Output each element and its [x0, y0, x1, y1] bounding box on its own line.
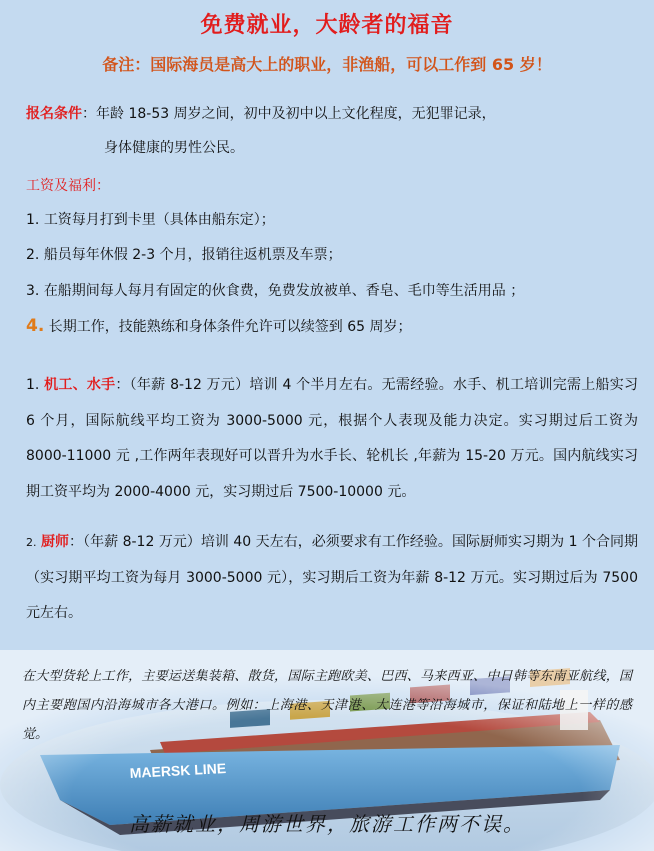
mechanic-text: ：（年薪 8-12 万元）培训 4 个半月左右。无需经验。水手、机工培训完需上船实习 6 个月，国际航线平均工资为 3000-5000 元，根据个人表现及能力决定。实习期过后工资为 8000-11000 元 ,工作两年表现好可以晋升为水手长、轮机长 ,年薪为 15-20 万元。国内航线实习期工资平均为 2000-4000 元，实习期过后 7500-10000 元。 [26, 377, 639, 500]
benefit-num: 3. [26, 283, 40, 299]
mechanic-num: 1. [26, 377, 40, 393]
benefit-text: 长期工作，技能熟练和身体条件允许可以续签到 65 周岁； [48, 319, 412, 335]
requirements-line1: ：年龄 18-53 周岁之间，初中及初中以上文化程度，无犯罪记录， [82, 106, 496, 122]
benefit-item [26, 245, 638, 265]
cook-num: 2. [26, 536, 37, 549]
page-title: 免费就业，大龄者的福音 [200, 13, 454, 38]
requirements-line2: 身体健康的男性公民。 [104, 140, 244, 156]
requirements-label: 报名条件 [26, 106, 82, 122]
benefit-num: 2. [26, 247, 40, 263]
requirements-section [26, 104, 638, 158]
benefit-text: 船员每年休假 2-3 个月，报销往返机票及车票； [43, 247, 342, 263]
benefit-text: 在船期间每人每月有固定的伙食费，免费发放被单、香皂、毛巾等生活用品 ； [43, 283, 525, 299]
benefit-num: 4. [26, 316, 45, 336]
ship-caption: 在大型货轮上工作，主要运送集装箱、散货，国际主跑欧美、巴西、马来西亚、中日韩等东南亚航线，国内主要跑国内沿海城市各大港口。例如：上海港、天津港、大连港等沿海城市，保证和陆地上一样的感觉。 [22, 669, 632, 742]
benefit-num: 1. [26, 212, 40, 228]
slogan: 高薪就业，周游世界，旅游工作两不误。 [129, 812, 525, 836]
note-line: 备注：国际海员是高大上的职业，非渔船，可以工作到 65 岁！ [102, 55, 552, 74]
cook-paragraph [26, 525, 638, 632]
mechanic-role: 机工、水手 [44, 377, 116, 393]
benefit-text: 工资每月打到卡里（具体由船东定）； [43, 212, 275, 228]
benefit-item [26, 281, 638, 301]
mechanic-paragraph [26, 368, 638, 510]
benefit-item [26, 210, 638, 230]
benefit-item [26, 316, 638, 337]
benefits-heading: 工资及福利： [26, 178, 110, 194]
cook-role: 厨师 [40, 534, 70, 550]
cook-text: ：（年薪 8-12 万元）培训 40 天左右，必须要求有工作经验。国际厨师实习期为 1 个合同期（实习期平均工资为每月 3000-5000 元），实习期后工资为年薪 8-12 万元。实习期过后为 7500 元左右。 [26, 534, 639, 621]
